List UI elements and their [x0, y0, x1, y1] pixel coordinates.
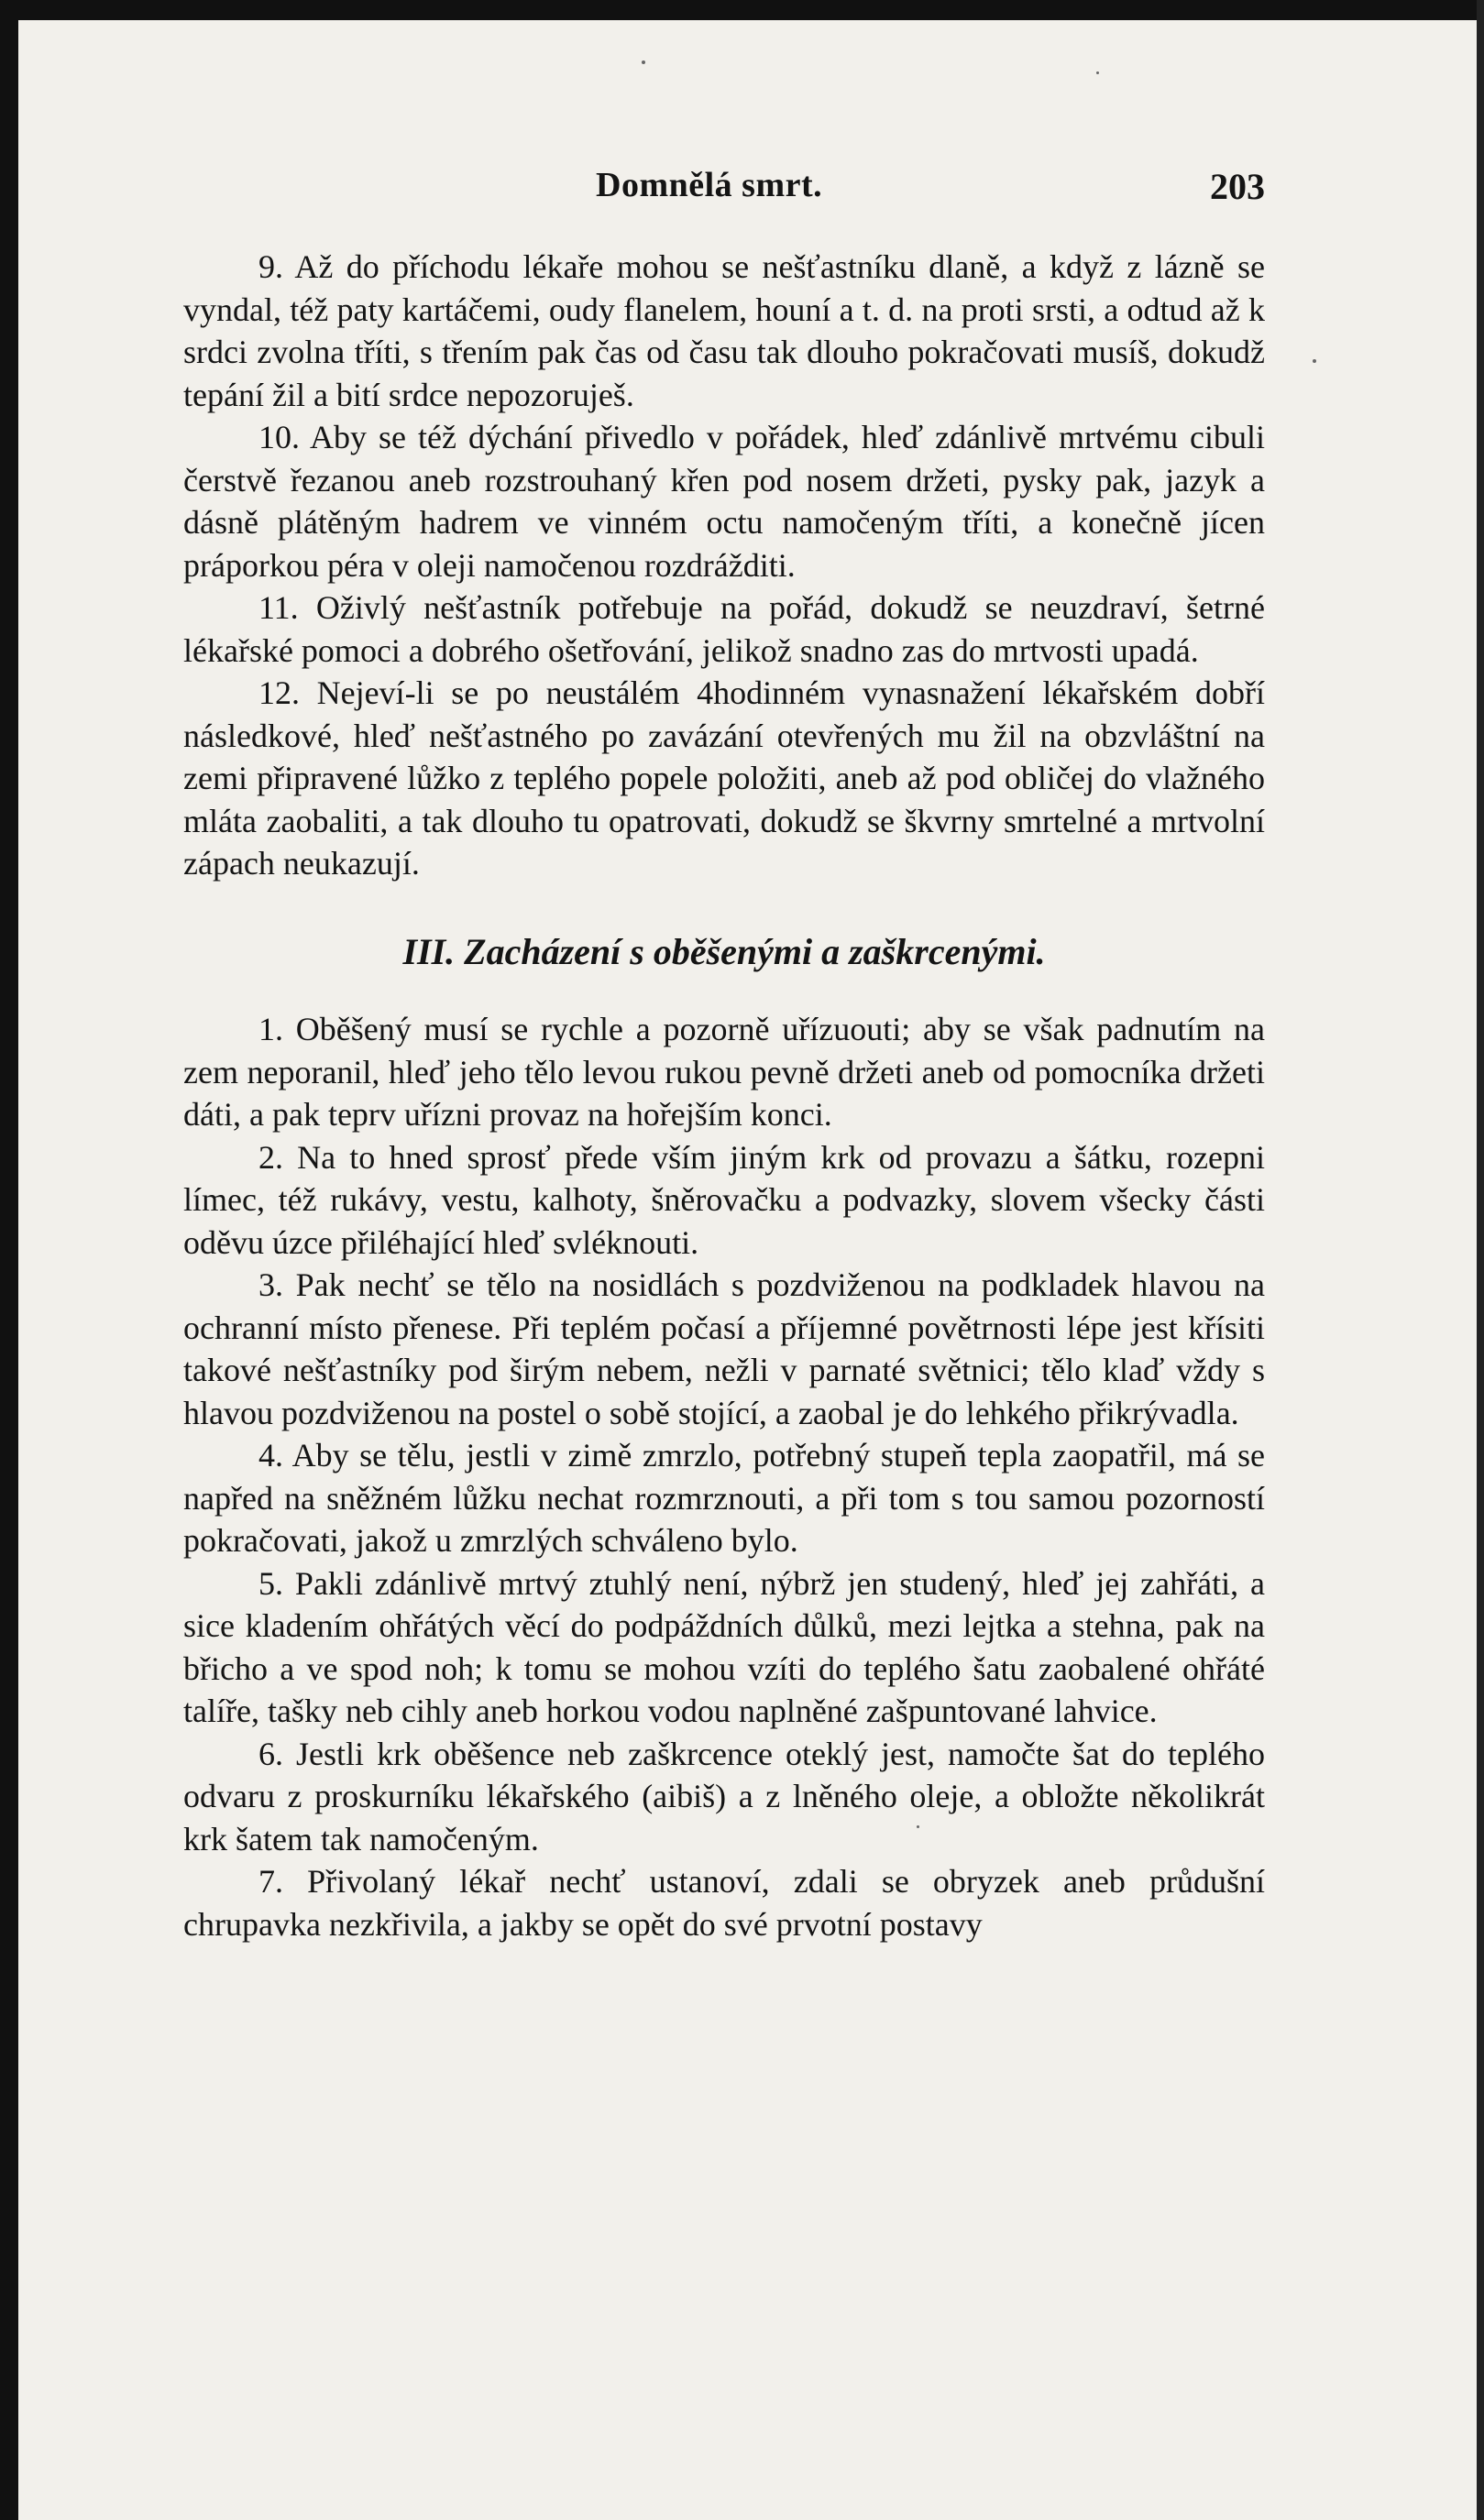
scan-speck — [642, 60, 645, 64]
scan-border-top — [0, 0, 1484, 20]
paragraph-6: 6. Jestli krk oběšence neb zaškrcence oteklý jest, namočte šat do teplého odvaru z proskurníku lékařského (aibiš) a z lněného oleje, a obložte několikrát krk šatem tak namočeným. — [183, 1735, 1265, 1857]
running-head: Domnělá smrt. — [596, 166, 823, 204]
page-header — [183, 165, 1265, 220]
scan-speck — [1096, 71, 1099, 74]
body-text — [183, 246, 1265, 1945]
scan-speck — [1313, 359, 1316, 363]
paragraph-4: 4. Aby se tělu, jestli v zimě zmrzlo, potřebný stupeň tepla zaopatřil, má se napřed na sněžném lůžku nechat rozmrznouti, a při tom s tou samou pozorností pokračovati, jakož u zmrzlých schváleno bylo. — [183, 1437, 1265, 1559]
paragraph-5: 5. Pakli zdánlivě mrtvý ztuhlý není, nýbrž jen studený, hleď jej zahřáti, a sice kladením ohřátých věcí do podpáždních důlků, mezi lejtka a stehna, pak na břicho a ve spod noh; k tomu se mohou vzíti do teplého šatu zaobalené ohřáté talíře, tašky neb cihly aneb horkou vodou naplněné zašpuntované lahvice. — [183, 1564, 1265, 1729]
paragraph-9: 9. Až do příchodu lékaře mohou se nešťastníku dlaně, a když z lázně se vyndal, též paty kartáčemi, oudy flanelem, houní a t. d. na proti srsti, a odtud až k srdci zvolna tříti, s třením pak čas od času tak dlouho pokračovati musíš, dokudž tepání žil a bití srdce nepozoruješ. — [183, 248, 1265, 413]
scan-border-left — [0, 0, 18, 2520]
paragraph-10: 10. Aby se též dýchání přivedlo v pořádek, hleď zdánlivě mrtvému cibuli čerstvě řezanou aneb rozstrouhaný křen pod nosem držeti, pysky pak, jazyk a dásně plátěným hadrem ve vinném octu namočeným tříti, a konečně jícen práporkou péra v oleji namočenou rozdrážditi. — [183, 419, 1265, 584]
paragraph-11: 11. Oživlý nešťastník potřebuje na pořád, dokudž se neuzdraví, šetrné lékařské pomoci a dobrého ošetřování, jelikož snadno zas do mrtvosti upadá. — [183, 589, 1265, 669]
page-number: 203 — [1210, 166, 1265, 207]
paragraph-2: 2. Na to hned sprosť přede vším jiným krk od provazu a šátku, rozepni límec, též rukávy, vestu, kalhoty, šněrovačku a podvazky, slovem všecky části oděvu úzce přiléhající hleď svléknouti. — [183, 1138, 1265, 1261]
paragraph-1: 1. Oběšený musí se rychle a pozorně uřízuouti; aby se však padnutím na zem neporanil, hleď jeho tělo levou rukou pevně držeti aneb od pomocníka držeti dáti, a pak teprv uřízni provaz na hořejším konci. — [183, 1011, 1265, 1133]
paragraph-3: 3. Pak nechť se tělo na nosidlách s pozdviženou na podkladek hlavou na ochranní místo přenese. Při teplém počasí a příjemné povětrnosti lépe jest křísiti takové nešťastníky pod širým nebem, nežli v parnaté světnici; tělo klaď vždy s hlavou pozdviženou na postel o sobě stojící, a zaobal je do lehkého přikrývadla. — [183, 1266, 1265, 1431]
scan-border-right — [1477, 0, 1484, 2520]
section-heading: III. Zacházení s oběšenými a zaškrcenými. — [402, 930, 1046, 972]
paragraph-12: 12. Nejeví-li se po neustálém 4hodinném vynasnažení lékařském dobří následkové, hleď nešťastného po zavázání otevřených mu žil na obzvláštní na zemi připravené lůžko z teplého popele položiti, aneb až pod obličej do vlažného mláta zaobaliti, a tak dlouho tu opatrovati, dokudž se škvrny smrtelné a mrtvolní zápach neukazují. — [183, 674, 1265, 882]
paragraph-7: 7. Přivolaný lékař nechť ustanoví, zdali se obryzek aneb průdušní chrupavka nezkřivila, a jakby se opět do své prvotní postavy — [183, 1863, 1265, 1943]
